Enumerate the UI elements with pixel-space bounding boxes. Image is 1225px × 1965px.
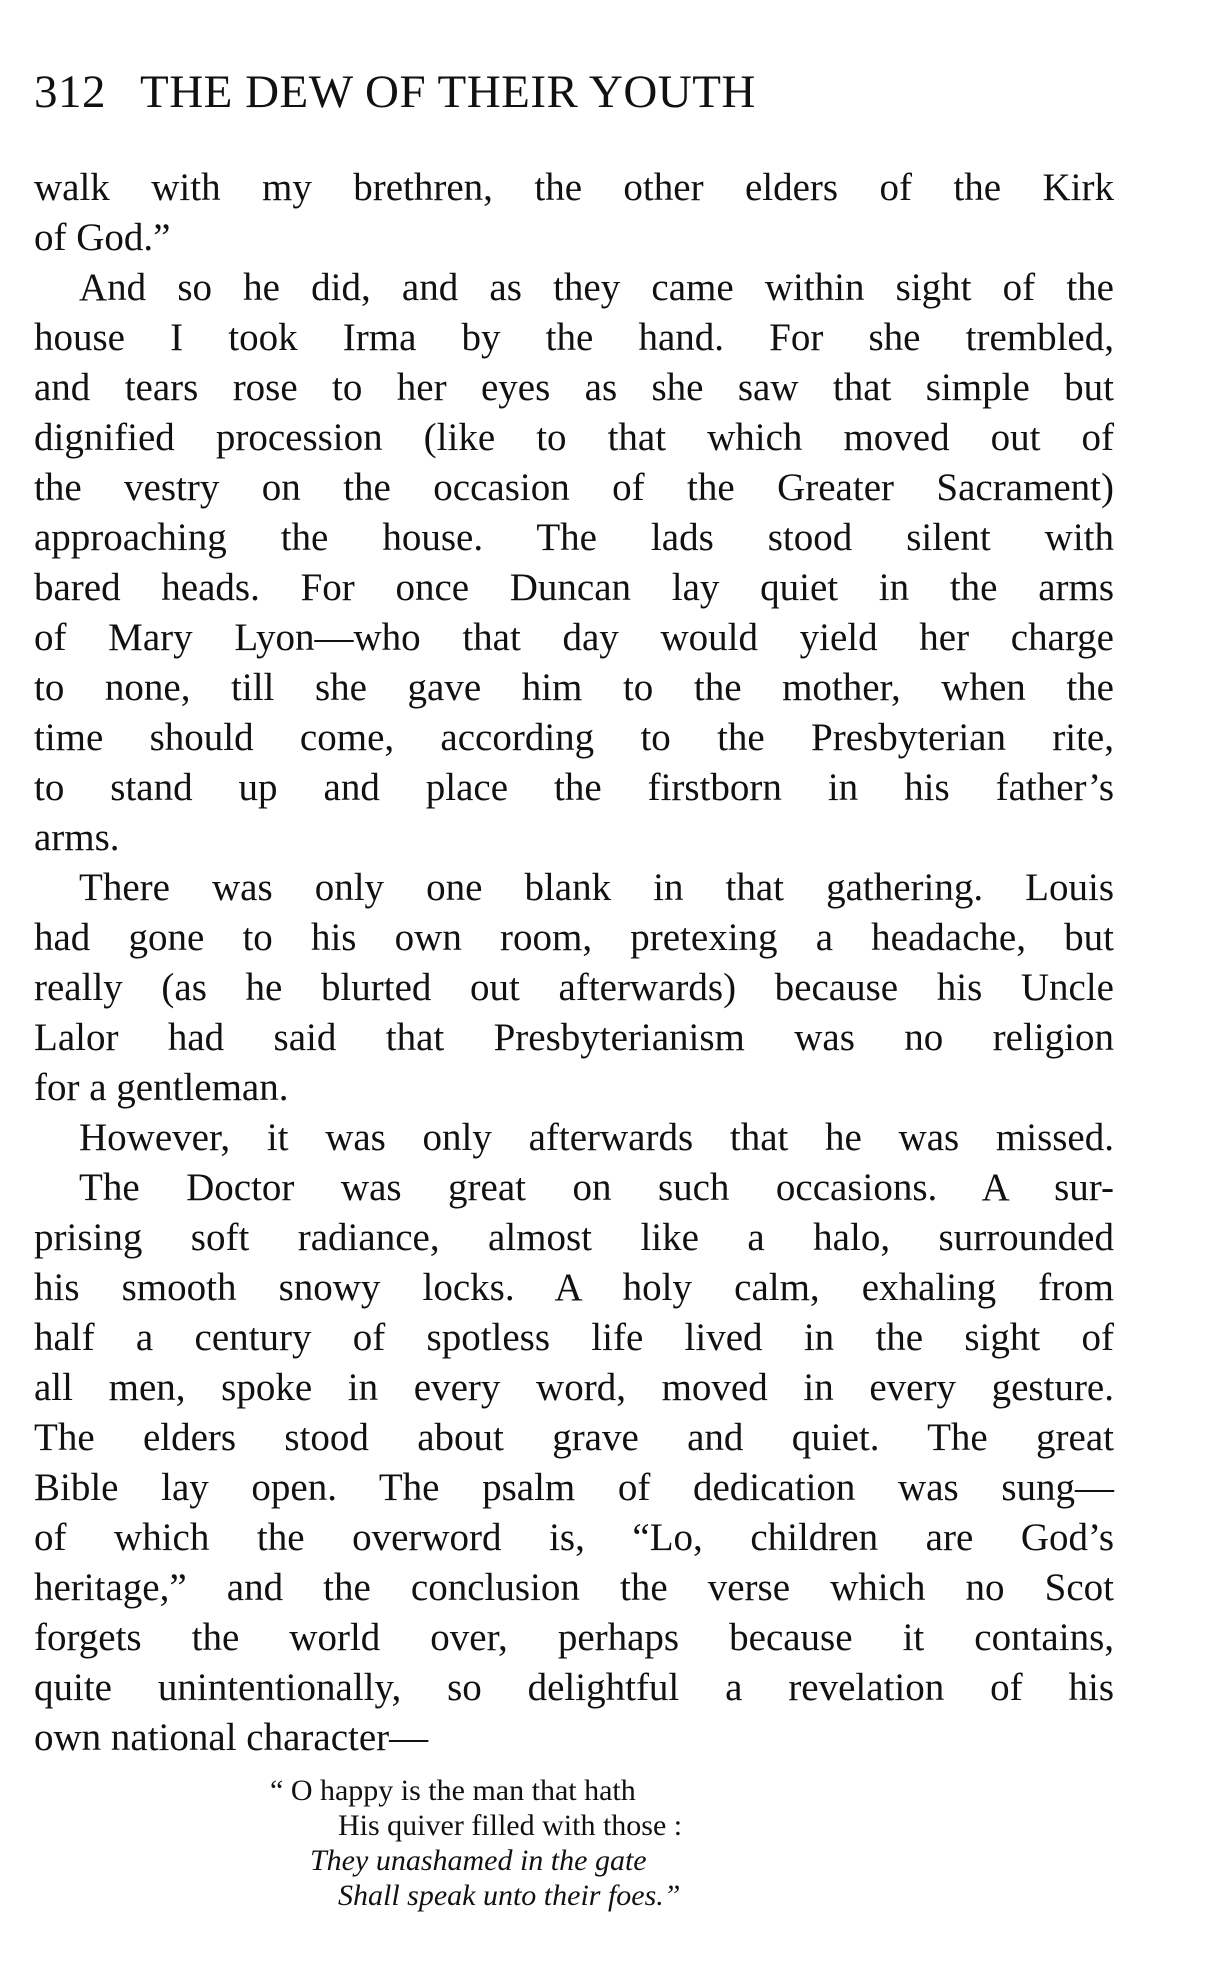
text-line: and tears rose to her eyes as she saw that simple but — [34, 366, 1114, 409]
text-line: Bible lay open. The psalm of dedication was sung— — [34, 1466, 1114, 1509]
text-line: There was only one blank in that gathering. Louis — [79, 866, 1114, 909]
text-line: the vestry on the occasion of the Greater Sacrament) — [34, 466, 1114, 509]
page-number: 312 — [34, 66, 106, 118]
running-head — [34, 62, 1124, 122]
text-line: The elders stood about grave and quiet. The great — [34, 1416, 1114, 1459]
text-line: had gone to his own room, pretexing a headache, but — [34, 916, 1114, 959]
text-line: half a century of spotless life lived in the sight of — [34, 1316, 1114, 1359]
text-line: bared heads. For once Duncan lay quiet in the arms — [34, 566, 1114, 609]
text-line: house I took Irma by the hand. For she trembled, — [34, 316, 1114, 359]
text-line: prising soft radiance, almost like a halo, surrounded — [34, 1216, 1114, 1259]
text-line: arms. — [34, 816, 120, 859]
text-line: And so he did, and as they came within sight of the — [79, 266, 1114, 309]
verse-line: Shall speak unto their foes.” — [338, 1879, 681, 1912]
text-line: his smooth snowy locks. A holy calm, exhaling from — [34, 1266, 1114, 1309]
verse-quotation — [270, 1773, 830, 1913]
verse-line: “ O happy is the man that hath — [270, 1774, 636, 1807]
text-line: forgets the world over, perhaps because it contains, — [34, 1616, 1114, 1659]
text-line: own national character— — [34, 1716, 429, 1759]
text-line: all men, spoke in every word, moved in every gesture. — [34, 1366, 1114, 1409]
verse-line: His quiver filled with those : — [338, 1809, 683, 1842]
text-line: of which the overword is, “Lo, children are God’s — [34, 1516, 1114, 1559]
text-line: walk with my brethren, the other elders of the Kirk — [34, 166, 1114, 209]
text-line: approaching the house. The lads stood silent with — [34, 516, 1114, 559]
text-line: really (as he blurted out afterwards) because his Uncle — [34, 966, 1114, 1009]
text-line: for a gentleman. — [34, 1066, 289, 1109]
text-line: heritage,” and the conclusion the verse which no Scot — [34, 1566, 1114, 1609]
text-line: of Mary Lyon—who that day would yield her charge — [34, 616, 1114, 659]
body-text — [34, 163, 1114, 1763]
text-line: dignified procession (like to that which moved out of — [34, 416, 1114, 459]
text-line: to stand up and place the firstborn in his father’s — [34, 766, 1114, 809]
text-line: time should come, according to the Presbyterian rite, — [34, 716, 1114, 759]
text-line: The Doctor was great on such occasions. A sur- — [79, 1166, 1114, 1209]
text-line: Lalor had said that Presbyterianism was no religion — [34, 1016, 1114, 1059]
text-line: quite unintentionally, so delightful a revelation of his — [34, 1666, 1114, 1709]
running-title: THE DEW OF THEIR YOUTH — [140, 66, 756, 118]
verse-line: They unashamed in the gate — [310, 1844, 647, 1877]
text-line: to none, till she gave him to the mother, when the — [34, 666, 1114, 709]
text-line: of God.” — [34, 216, 171, 259]
text-line: However, it was only afterwards that he was missed. — [79, 1116, 1114, 1159]
